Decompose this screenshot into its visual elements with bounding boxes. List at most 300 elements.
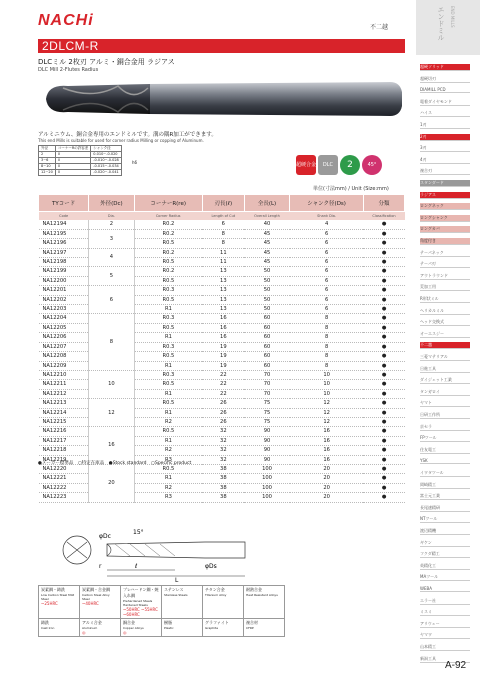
sidebar-item[interactable]: ハイス [420,110,470,117]
cell-overall-length: 50 [244,305,289,314]
cell-classification: ● [363,305,404,314]
material-name-en: Titanium Alloy [205,593,227,597]
cell-code: NA12216 [39,427,89,436]
cell-diameter: 10 [89,370,134,398]
cell-radius: R3 [134,493,202,502]
col-sub-cut-length: Length of Cut [202,212,244,221]
table-row [39,229,405,238]
cell-radius: R0.3 [134,314,202,323]
cell-radius: R0.5 [134,380,202,389]
cell-shank-dia: 20 [290,493,364,502]
cell-cut-length: 6 [202,220,244,229]
cell-overall-length: 75 [244,408,289,417]
cut-length-label: ℓ [135,563,138,570]
cell-radius: R0.5 [134,323,202,332]
material-name-jp: 炭素鋼・鋳鉄 [41,587,65,592]
sidebar-item[interactable]: ヘリカルミル [420,308,470,315]
cell-overall-length: 70 [244,389,289,398]
cell-overall-length: 50 [244,295,289,304]
cell-cut-length: 11 [202,258,244,267]
cell-diameter: 4 [89,248,134,267]
cell-shank-dia: 8 [290,361,364,370]
cell-classification: ● [363,333,404,342]
table-row [39,399,405,408]
cell-classification: ● [363,342,404,351]
cell-overall-length: 100 [244,464,289,473]
sidebar-item[interactable]: 超硬切刃 [420,76,470,83]
table-row [39,314,405,323]
cell-cut-length: 22 [202,370,244,379]
sidebar-item[interactable]: ダイジェット工業 [420,377,470,384]
cell-code: NA12222 [39,483,89,492]
cell-diameter: 5 [89,267,134,286]
sidebar-item[interactable]: WEBA [420,586,470,592]
sidebar-item[interactable]: ロングシャンク [420,215,470,222]
cell-overall-length: 50 [244,286,289,295]
cell-overall-length: 60 [244,314,289,323]
material-cell [162,586,203,619]
sidebar-item[interactable]: YSK [420,458,470,464]
cell-classification: ● [363,427,404,436]
cell-shank-dia: 6 [290,229,364,238]
cell-overall-length: 50 [244,276,289,285]
material-name-en: Cast Iron [41,626,55,630]
cell-cut-length: 32 [202,436,244,445]
tol-cell: 0.010~-0.020 [91,152,122,158]
cell-overall-length: 60 [244,352,289,361]
cell-cut-length: 11 [202,248,244,257]
cell-cut-length: 8 [202,229,244,238]
cell-cut-length: 32 [202,427,244,436]
cell-radius: R0.3 [134,342,202,351]
sidebar-item[interactable]: NTツール [420,516,470,523]
material-rating: ◎ [82,630,86,635]
sidebar-item[interactable]: ヘッド交換式 [420,319,470,326]
material-name-jp: 樹脂 [164,620,172,625]
sidebar-item[interactable]: 不二越 [420,342,470,349]
material-name-en: Stainless Steels [164,593,188,597]
cell-radius: R0.3 [134,286,202,295]
cell-shank-dia: 8 [290,342,364,351]
sidebar-item[interactable]: 超硬ソリッド [420,64,470,71]
sidebar-item[interactable]: ロングネック [420,203,470,210]
cell-shank-dia: 4 [290,220,364,229]
cell-overall-length: 90 [244,436,289,445]
material-name-jp: プレハードン鋼・焼入れ鋼 [123,587,159,598]
cell-overall-length: 100 [244,493,289,502]
cell-cut-length: 26 [202,417,244,426]
cell-code: NA12194 [39,220,89,229]
sidebar-item[interactable]: 日進工具 [420,366,470,373]
cell-radius: R3 [134,455,202,464]
cell-cut-length: 8 [202,239,244,248]
tol-cell: 8~10 [39,164,56,170]
material-rating: ~25HRC [41,601,58,606]
cell-code: NA12209 [39,361,89,370]
cell-code: NA12195 [39,229,89,238]
cell-code: NA12203 [39,305,89,314]
cell-cut-length: 22 [202,380,244,389]
cell-overall-length: 90 [244,427,289,436]
tol-cell: 0 [55,164,90,170]
materials-table [38,585,285,637]
cell-classification: ● [363,276,404,285]
cell-code: NA12217 [39,436,89,445]
cell-classification: ● [363,380,404,389]
cell-classification: ● [363,389,404,398]
cell-cut-length: 26 [202,399,244,408]
sidebar-item[interactable]: 複合刃 [420,168,470,175]
cell-overall-length: 45 [244,239,289,248]
cell-shank-dia: 20 [290,464,364,473]
shank-tolerance-label: h6 [132,160,138,165]
cell-overall-length: 100 [244,474,289,483]
tol-cell: -0.010~-0.028 [91,158,122,164]
sidebar-item[interactable]: ミスミ [420,609,470,616]
col-sub-dia: Dia. [89,212,134,221]
material-cell [162,619,203,637]
cell-overall-length: 60 [244,361,289,370]
material-name-jp: 耐熱合金 [246,587,262,592]
cell-overall-length: 45 [244,229,289,238]
cell-radius: R1 [134,333,202,342]
cell-overall-length: 60 [244,323,289,332]
cell-overall-length: 70 [244,380,289,389]
cell-classification: ● [363,455,404,464]
sidebar-item[interactable]: FPツール [420,435,470,442]
cell-classification: ● [363,446,404,455]
sidebar-nav [414,0,480,679]
material-cell [80,586,121,619]
brand-logo: NACHi [38,12,94,29]
table-row [39,370,405,379]
model-title-bar [38,39,405,53]
cell-code: NA12207 [39,342,89,351]
cell-shank-dia: 12 [290,408,364,417]
cell-classification: ● [363,220,404,229]
col-header-dia: 外径(Dc) [89,195,134,212]
cell-classification: ● [363,464,404,473]
cell-radius: R0.3 [134,370,202,379]
cell-classification: ● [363,258,404,267]
material-cell [244,586,285,619]
carbide-badge: 超硬合金 [296,155,316,175]
cell-radius: R0.5 [134,239,202,248]
sidebar-item[interactable]: 富士元工業 [420,493,470,500]
sidebar-item[interactable]: 1刃 [420,122,470,129]
cell-shank-dia: 8 [290,352,364,361]
material-name-en: CFRP [246,626,254,630]
material-cell [121,586,162,619]
material-name-jp: チタン合金 [205,587,225,592]
cell-overall-length: 75 [244,417,289,426]
material-name-en: Low Carbon Steel Mild Steel [41,593,75,601]
cell-shank-dia: 12 [290,399,364,408]
sidebar-item[interactable]: 日研工作所 [420,412,470,419]
cell-overall-length: 45 [244,258,289,267]
cell-overall-length: 90 [244,455,289,464]
material-name-en: Aluminum [82,626,98,630]
material-cell [203,619,244,637]
cell-cut-length: 19 [202,361,244,370]
material-cell [39,619,80,637]
cell-overall-length: 45 [244,248,289,257]
cell-code: NA12202 [39,295,89,304]
material-cell [80,619,121,637]
cell-cut-length: 16 [202,323,244,332]
cell-cut-length: 26 [202,408,244,417]
cell-shank-dia: 6 [290,305,364,314]
cell-overall-length: 60 [244,342,289,351]
material-name-jp: 炭素鋼・合金鋼 [82,587,110,592]
cell-cut-length: 38 [202,483,244,492]
sidebar-item[interactable]: エラー社 [420,598,470,605]
cell-diameter: 20 [89,464,134,502]
cell-radius: R1 [134,436,202,445]
cell-code: NA12204 [39,314,89,323]
tolerance-table [38,145,122,176]
material-name-jp: 銅合金 [123,620,135,625]
cell-cut-length: 19 [202,342,244,351]
cell-classification: ● [363,286,404,295]
col-sub-radius: Corner Radius [134,212,202,221]
cell-code: NA12198 [39,258,89,267]
intro-text-jp: アルミニウム、銅合金専用のエンドミルです。溝の隅R加工ができます。 [38,132,217,138]
material-cell [244,619,285,637]
sidebar-item[interactable]: 電着ダイヤモンド [420,99,470,106]
material-name-en: Prehardened Steels Hardened Steels [123,599,153,607]
cell-classification: ● [363,436,404,445]
dc-label: φDc [99,533,111,540]
flute-count-badge: 2 [340,155,360,175]
sidebar-item[interactable]: DIAMILL PCD [420,87,470,93]
col-sub-shank-dia: Shank Dia. [290,212,364,221]
col-sub-class: Classification [363,212,404,221]
cell-shank-dia: 6 [290,276,364,285]
sidebar-item[interactable]: ヤマワ [420,632,470,639]
cell-cut-length: 22 [202,389,244,398]
cell-shank-dia: 6 [290,239,364,248]
tol-cell: 外径 [39,146,56,152]
col-header-cut-length: 刃長(ℓ) [202,195,244,212]
cell-overall-length: 40 [244,220,289,229]
sidebar-header [416,0,480,55]
cell-code: NA12210 [39,370,89,379]
tol-cell: 12~20 [39,170,56,176]
sidebar-item[interactable]: テーパネック [420,250,470,257]
model-title: 2DLCM-R [42,39,99,53]
cell-radius: R2 [134,417,202,426]
cell-code: NA12213 [39,399,89,408]
sidebar-item[interactable]: 荒加工用 [420,284,470,291]
sidebar-item[interactable]: アウトラウンド [420,273,470,280]
sidebar-item[interactable]: 住友電工 [420,447,470,454]
sidebar-item[interactable]: イワタツール [420,470,470,477]
sidebar-title: エンドミル [437,6,445,41]
cell-classification: ● [363,229,404,238]
cell-cut-length: 38 [202,474,244,483]
cell-code: NA12206 [39,333,89,342]
cell-overall-length: 70 [244,370,289,379]
cell-diameter: 6 [89,286,134,314]
page-number: A-92 [445,660,467,671]
cell-diameter: 3 [89,229,134,248]
cell-code: NA12199 [39,267,89,276]
material-name-en: Plastic [164,626,174,630]
cell-classification: ● [363,408,404,417]
cell-shank-dia: 6 [290,248,364,257]
end-mill-photo [38,74,405,124]
sidebar-item[interactable]: 新潟工具 [420,656,470,663]
table-row [39,248,405,257]
tol-cell: シャンク径 [91,146,122,152]
sidebar-item[interactable]: R形状ミル [420,296,470,303]
cell-radius: R0.5 [134,352,202,361]
sidebar-item[interactable]: スタンダード [420,180,470,187]
table-row [39,267,405,276]
sidebar-item[interactable]: ラジアス [420,192,470,199]
cell-radius: R1 [134,305,202,314]
cell-radius: R0.2 [134,229,202,238]
sidebar-item[interactable]: 三菱マテリアル [420,354,470,361]
description-en: DLC Mill 2-Flutes Radius [38,67,99,73]
cell-code: NA12214 [39,408,89,417]
col-header-overall-length: 全長(L) [244,195,289,212]
sidebar-item[interactable]: 渡辺精機 [420,528,470,535]
ds-label: φDs [205,563,217,570]
cell-diameter: 8 [89,314,134,370]
sidebar-item[interactable]: 角度付き [420,238,470,245]
cell-classification: ● [363,399,404,408]
sidebar-item[interactable]: フクダ精工 [420,551,470,558]
sidebar-item[interactable]: 3刃 [420,145,470,152]
cell-cut-length: 38 [202,464,244,473]
cell-classification: ● [363,370,404,379]
tol-cell: 2 [39,152,56,158]
cell-classification: ● [363,295,404,304]
cell-overall-length: 75 [244,399,289,408]
cell-classification: ● [363,314,404,323]
sidebar-item[interactable]: アリウェー [420,621,470,628]
sidebar-item[interactable]: 長尾速精研 [420,505,470,512]
cell-code: NA12196 [39,239,89,248]
cell-code: NA12208 [39,352,89,361]
material-rating: ~40HRC [82,601,99,606]
cell-code: NA12218 [39,446,89,455]
cell-classification: ● [363,267,404,276]
helix-angle-badge: 45° [362,155,382,175]
sidebar-item[interactable]: ヤマト [420,400,470,407]
tol-cell: -0.015~-0.034 [91,164,122,170]
material-name-jp: ステンレス [164,587,184,592]
tol-cell: 0 [55,170,90,176]
angle-label: 15° [133,529,144,536]
cell-shank-dia: 16 [290,446,364,455]
sidebar-item[interactable]: 4刃 [420,157,470,164]
cell-classification: ● [363,493,404,502]
material-cell [203,586,244,619]
material-name-jp: アルミ合金 [82,620,102,625]
dlc-coating-badge: DLC [318,155,338,175]
cell-shank-dia: 6 [290,267,364,276]
sidebar-item[interactable]: 岡崎精工 [420,482,470,489]
cell-radius: R2 [134,483,202,492]
sidebar-item[interactable]: MAツール [420,574,470,581]
cell-code: NA12220 [39,464,89,473]
cell-code: NA12223 [39,493,89,502]
tol-cell: 3~6 [39,158,56,164]
cell-code: NA12211 [39,380,89,389]
sidebar-item[interactable]: ロングカバ [420,226,470,233]
material-name-en: Graphite [205,626,219,630]
sidebar-item[interactable]: 山本精工 [420,644,470,651]
description-jp: DLCミル 2枚刃 アルミ・銅合金用 ラジアス [38,58,175,66]
sidebar-item[interactable]: 2刃 [420,134,470,141]
cell-radius: R2 [134,446,202,455]
cell-shank-dia: 12 [290,417,364,426]
cell-shank-dia: 20 [290,483,364,492]
col-sub-overall-length: Overall Length [244,212,289,221]
material-name-jp: 鋳鉄 [41,620,49,625]
cell-classification: ● [363,361,404,370]
cell-shank-dia: 6 [290,286,364,295]
cell-shank-dia: 8 [290,333,364,342]
cell-code: NA12221 [39,474,89,483]
cell-cut-length: 13 [202,267,244,276]
radius-label: r [99,563,102,570]
table-row [39,286,405,295]
sidebar-item[interactable]: ギケン [420,540,470,547]
col-sub-code: Code [39,212,89,221]
sidebar-item[interactable]: タンガロイ [420,389,470,396]
intro-text-en: This end Mills is suitable for used for corner radius Milling or copping of Aluminum. [38,138,204,143]
cell-classification: ● [363,352,404,361]
cell-classification: ● [363,239,404,248]
sidebar-item[interactable]: 京セラ [420,424,470,431]
material-cell [39,586,80,619]
cell-code: NA12205 [39,323,89,332]
cell-radius: R0.5 [134,295,202,304]
dimension-drawing [55,522,255,582]
cell-shank-dia: 10 [290,380,364,389]
col-header-code: TYコード [39,195,89,212]
cell-code: NA12197 [39,248,89,257]
cell-radius: R0.5 [134,258,202,267]
cell-overall-length: 100 [244,483,289,492]
sidebar-item[interactable]: オーエスジー [420,331,470,338]
material-rating: ~50HRC ~55HRC ~60HRC [123,607,158,617]
cell-shank-dia: 20 [290,474,364,483]
sidebar-item[interactable]: 英精化工 [420,563,470,570]
table-row [39,427,405,436]
cell-cut-length: 19 [202,352,244,361]
cell-cut-length: 38 [202,493,244,502]
cell-shank-dia: 16 [290,427,364,436]
cell-classification: ● [363,474,404,483]
material-name-en: Copper Alloys [123,626,144,630]
cell-classification: ● [363,323,404,332]
material-name-en: Carbon Steel Alloy Steel [82,593,110,601]
cell-radius: R1 [134,389,202,398]
material-rating: ◎ [123,630,127,635]
cell-cut-length: 13 [202,276,244,285]
cell-cut-length: 32 [202,455,244,464]
manufacturer-label: 不二越 [370,24,389,31]
material-name-jp: グラファイト [205,620,229,625]
sidebar-item[interactable]: テーパ刃 [420,261,470,268]
cell-diameter: 12 [89,399,134,427]
col-header-class: 分類 [363,195,404,212]
